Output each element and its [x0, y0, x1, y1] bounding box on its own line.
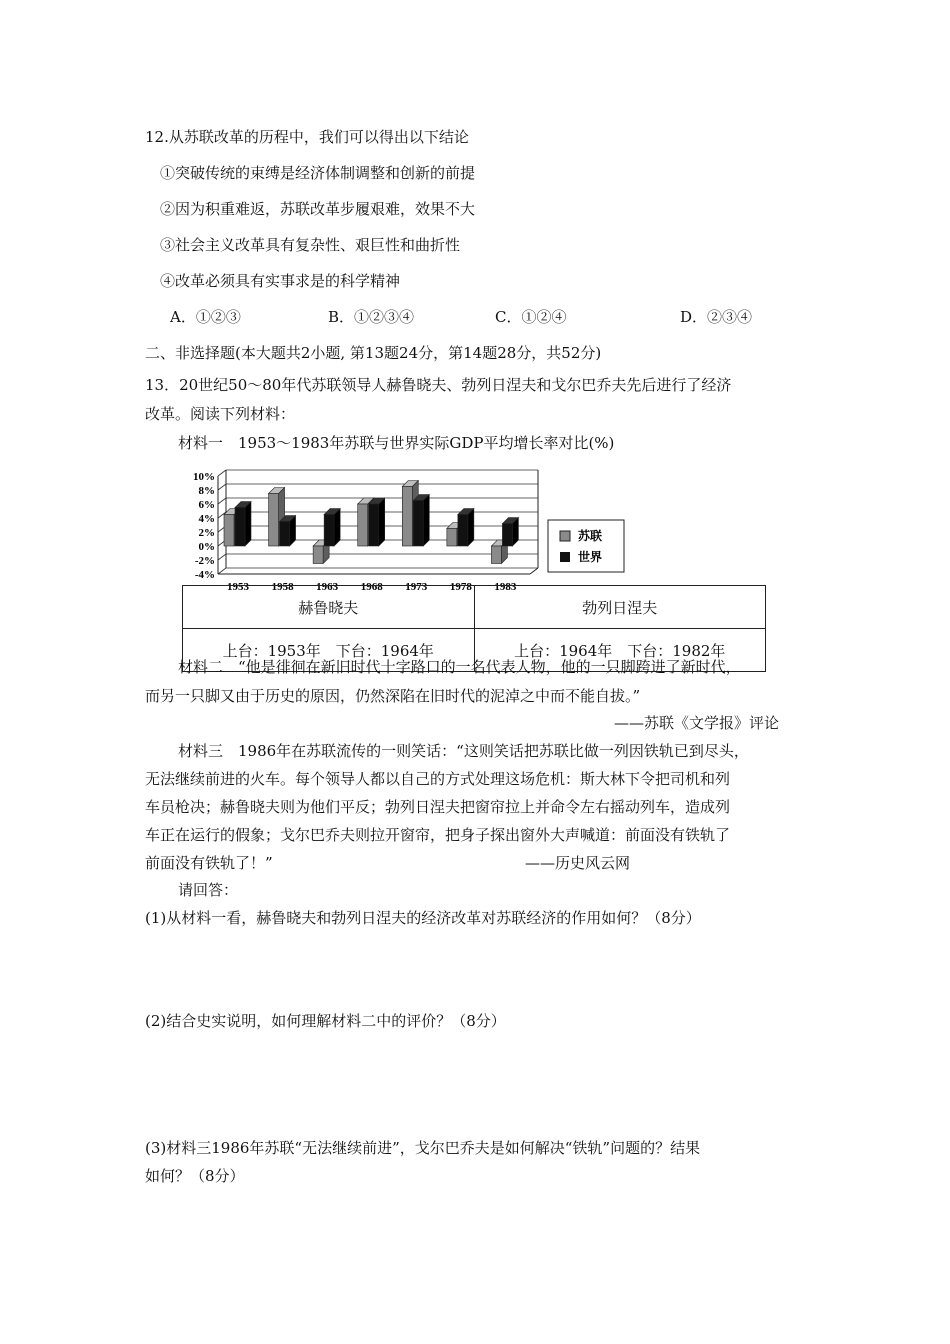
term-brezhnev: 上台：1964年 下台：1982年: [474, 629, 766, 672]
table-row: [183, 586, 766, 629]
y-tick-label: 4%: [198, 513, 215, 525]
q12-option-b: B．①②③④: [328, 308, 415, 326]
gridline-side: [218, 554, 226, 560]
x-tick-label: 1978: [449, 581, 472, 592]
gridline-side: [218, 498, 226, 504]
material-3-line-5: 前面没有铁轨了！”: [145, 854, 273, 872]
floor-edge: [530, 568, 538, 574]
q12-option-d: D．②③④: [680, 308, 753, 326]
y-tick-label: -4%: [194, 569, 215, 581]
q12-statement-2: ②因为积重难返，苏联改革步履艰难，效果不大: [160, 200, 476, 218]
bar-world-1983: [502, 524, 512, 546]
x-tick-label: 1973: [405, 581, 428, 592]
q12-statement-3: ③社会主义改革具有复杂性、艰巨性和曲折性: [160, 236, 461, 254]
bar-side: [245, 502, 251, 547]
sub-question-2: (2)结合史实说明，如何理解材料二中的评价？（8分）: [145, 1012, 506, 1030]
sub-question-3-line-1: (3)材料三1986年苏联“无法继续前进”，戈尔巴乔夫是如何解决“铁轨”问题的？结果: [145, 1139, 701, 1157]
q12-statement-4: ④改革必须具有实事求是的科学精神: [160, 272, 401, 290]
chart-legend: [548, 520, 624, 572]
legend-label-world: 世界: [578, 550, 603, 564]
question-12-stem: 12.从苏联改革的历程中，我们可以得出以下结论: [145, 128, 469, 146]
q12-statement-1: ①突破传统的束缚是经济体制调整和创新的前提: [160, 164, 476, 182]
sub-question-3-line-2: 如何？（8分）: [145, 1167, 245, 1185]
bar-world-1968: [369, 504, 379, 546]
bar-soviet-1963: [313, 546, 323, 564]
x-tick-label: 1963: [316, 581, 339, 592]
bar-world-1978: [458, 515, 468, 547]
answer-prompt: 请回答：: [178, 881, 239, 899]
sub-question-1: (1)从材料一看，赫鲁晓夫和勃列日涅夫的经济改革对苏联经济的作用如何？（8分）: [145, 909, 701, 927]
bar-soviet-1983: [491, 546, 501, 564]
legend-frame: [548, 520, 624, 572]
material-2-line-1: 材料二 “他是徘徊在新旧时代十字路口的一名代表人物，他的一只脚跨进了新时代，: [178, 658, 741, 676]
x-tick-label: 1983: [494, 581, 517, 592]
y-tick-label: 8%: [198, 485, 215, 497]
x-tick-label: 1958: [271, 581, 294, 592]
y-tick-label: 6%: [198, 499, 215, 511]
bar-side: [423, 495, 429, 547]
material-3-line-1: 材料三 1986年在苏联流传的一则笑话：“这则笑话把苏联比做一列因铁轨已到尽头，: [178, 742, 749, 760]
y-tick-label: 0%: [198, 541, 215, 553]
q12-option-c: C．①②④: [495, 308, 567, 326]
q13-intro-line-2: 改革。阅读下列材料：: [145, 405, 296, 423]
legend-swatch-soviet: [560, 531, 570, 541]
y-tick-label: 10%: [193, 471, 215, 483]
material-3-line-3: 车员枪决；赫鲁晓夫则为他们平反；勃列日涅夫把窗帘拉上并命令左右摇动列车，造成列: [145, 798, 731, 816]
gridline-side: [218, 484, 226, 490]
bar-world-1973: [413, 501, 423, 547]
leader-brezhnev: 勃列日涅夫: [474, 586, 766, 629]
material-3-source: ——历史风云网: [525, 854, 631, 872]
legend-swatch-world: [560, 552, 570, 562]
gridline-side: [218, 568, 226, 574]
bar-soviet-1958: [269, 494, 279, 547]
bar-soviet-1973: [402, 487, 412, 547]
term-khrushchev: 上台：1953年 下台：1964年: [183, 629, 475, 672]
y-tick-label: -2%: [194, 555, 215, 567]
section-2-heading: 二、非选择题(本大题共2小题, 第13题24分，第14题28分，共52分): [145, 344, 602, 362]
bar-side: [468, 509, 474, 547]
bar-side: [379, 498, 385, 546]
material-1-title: 材料一 1953～1983年苏联与世界实际GDP平均增长率对比(%): [178, 434, 615, 452]
legend-label-soviet: 苏联: [578, 529, 603, 543]
x-tick-label: 1968: [360, 581, 383, 592]
material-2-source: ——苏联《文学报》评论: [614, 714, 780, 732]
q13-intro-line-1: 13．20世纪50～80年代苏联领导人赫鲁晓夫、勃列日涅夫和戈尔巴乔夫先后进行了经济: [145, 376, 732, 394]
material-3-line-2: 无法继续前进的火车。每个领导人都以自己的方式处理这场危机：斯大林下令把司机和列: [145, 770, 731, 788]
q12-option-a: A．①②③: [170, 308, 241, 326]
bar-soviet-1978: [447, 529, 457, 547]
material-2-line-2: 而另一只脚又由于历史的原因，仍然深陷在旧时代的泥淖之中而不能自拔。”: [145, 687, 641, 705]
bar-world-1958: [280, 522, 290, 547]
leader-khrushchev: 赫鲁晓夫: [183, 586, 475, 629]
gdp-growth-bar-chart: [180, 462, 650, 592]
x-tick-label: 1953: [227, 581, 249, 592]
bar-soviet-1953: [224, 515, 234, 547]
bar-world-1953: [235, 508, 245, 547]
bar-world-1963: [324, 515, 334, 547]
bar-side: [334, 509, 340, 547]
y-tick-label: 2%: [198, 527, 215, 539]
bar-soviet-1968: [358, 504, 368, 546]
gridline-side: [218, 470, 226, 476]
material-3-line-4: 车正在运行的假象；戈尔巴乔夫则拉开窗帘，把身子探出窗外大声喊道：前面没有铁轨了: [145, 826, 731, 844]
